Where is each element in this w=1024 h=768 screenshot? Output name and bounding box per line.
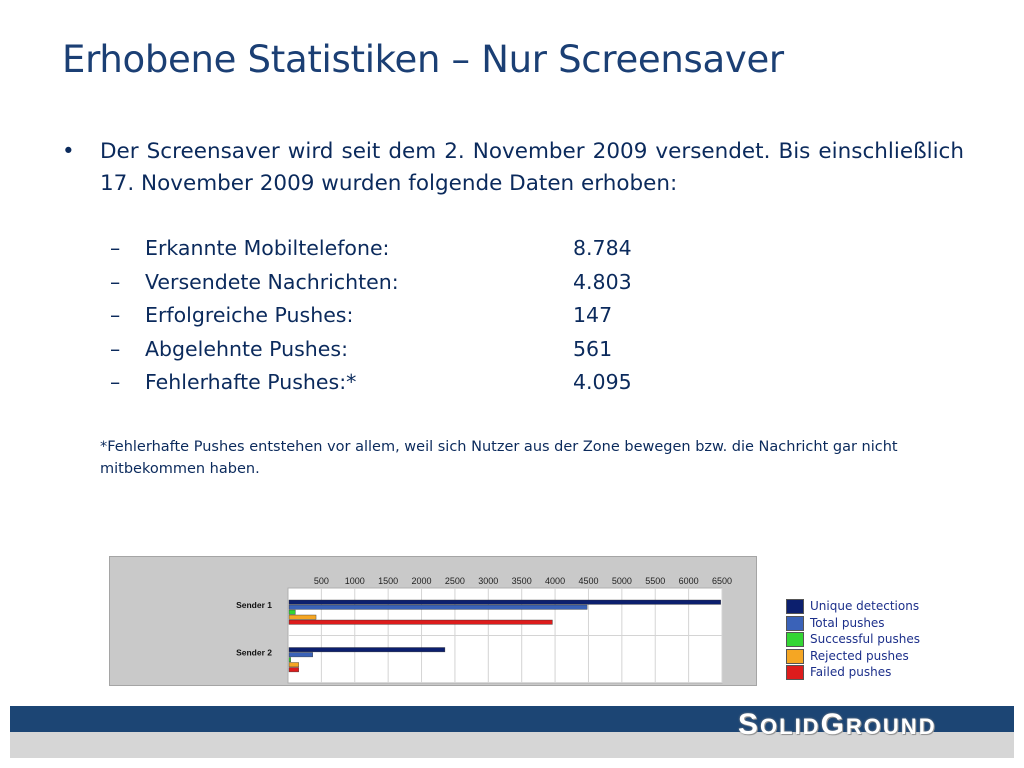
x-tick-label: 3000: [478, 576, 499, 586]
stat-dash: –: [110, 336, 121, 361]
stat-label: Abgelehnte Pushes:: [145, 336, 348, 361]
x-tick-label: 5000: [611, 576, 632, 586]
stat-label: Versendete Nachrichten:: [145, 269, 399, 294]
logo-part: OLID: [760, 714, 821, 739]
bar: [289, 668, 299, 672]
stat-dash: –: [110, 236, 121, 260]
stat-value: 4.803: [573, 269, 632, 294]
x-tick-label: 1500: [378, 576, 399, 586]
x-tick-label: 500: [313, 576, 329, 586]
x-tick-label: 1000: [344, 576, 365, 586]
stats-list: [110, 236, 710, 404]
stat-value: 4.095: [573, 370, 632, 394]
x-tick-label: 4500: [578, 576, 599, 586]
stat-label: Erfolgreiche Pushes:: [145, 303, 354, 327]
x-tick-label: 6500: [711, 576, 733, 586]
bar: [289, 648, 445, 652]
category-label: Sender 1: [236, 600, 272, 610]
x-tick-label: 6000: [678, 576, 699, 586]
stat-dash: –: [110, 269, 121, 294]
legend-label: Successful pushes: [810, 632, 920, 646]
intro-text: Der Screensaver wird seit dem 2. November 2009 versendet. Bis einschließlich 17. November 2009 wurden folgende Daten erhoben:: [100, 139, 964, 196]
legend-label: Total pushes: [810, 615, 885, 630]
bar: [289, 620, 552, 624]
x-tick-label: 4000: [545, 576, 566, 586]
stat-label: Erkannte Mobiltelefone:: [145, 236, 390, 260]
bar: [289, 605, 587, 609]
footnote: *Fehlerhafte Pushes entstehen vor allem, weil sich Nutzer aus der Zone bewegen bzw. die Nachricht gar nicht mitbekommen haben.: [100, 439, 898, 477]
stat-label: Fehlerhafte Pushes:*: [145, 370, 357, 394]
solidground-logo: [738, 708, 937, 742]
stat-row: [110, 337, 710, 371]
stat-row: [110, 236, 710, 270]
stat-row: [110, 270, 710, 304]
legend-swatch: [786, 665, 804, 680]
bar: [289, 615, 316, 619]
logo-part: S: [738, 708, 761, 741]
stat-row: [110, 370, 710, 404]
legend-swatch: [786, 632, 804, 647]
legend-label: Failed pushes: [810, 665, 892, 679]
logo-part: ROUND: [845, 714, 937, 739]
stat-value: 147: [573, 303, 613, 327]
stat-value: 8.784: [573, 236, 632, 260]
x-tick-label: 5500: [645, 576, 666, 586]
bar: [289, 610, 295, 614]
legend-label: Unique detections: [810, 599, 920, 613]
stat-dash: –: [110, 303, 121, 327]
bar: [289, 658, 291, 662]
bar: [289, 653, 313, 657]
legend-swatch: [786, 649, 804, 664]
slide-title: Erhobene Statistiken – Nur Screensaver: [62, 38, 784, 81]
bar: [289, 663, 299, 667]
legend-swatch: [786, 599, 804, 614]
x-tick-label: 3500: [511, 576, 532, 586]
bullet-marker: •: [62, 139, 75, 164]
legend-label: Rejected pushes: [810, 648, 909, 663]
push-chart-panel: [109, 556, 757, 686]
stat-row: [110, 303, 710, 337]
x-tick-label: 2500: [444, 576, 465, 586]
stat-dash: –: [110, 370, 121, 394]
logo-part: G: [820, 708, 846, 741]
legend-swatch: [786, 616, 804, 631]
push-chart: [110, 557, 756, 685]
stat-value: 561: [573, 336, 613, 361]
bar: [289, 600, 721, 604]
category-label: Sender 2: [236, 647, 272, 658]
x-tick-label: 2000: [411, 576, 432, 586]
